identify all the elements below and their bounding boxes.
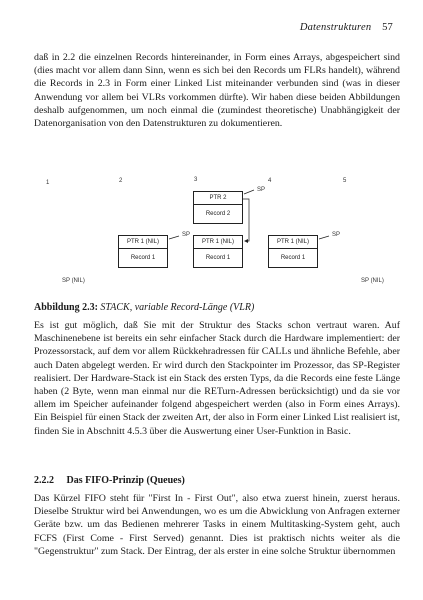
ptr2-cell: PTR 2: [193, 191, 243, 205]
section-number: 2.2.2: [34, 475, 54, 486]
sp-nil-left: SP (NIL): [62, 278, 85, 284]
figure-caption: [34, 302, 254, 313]
ptr1-cell-col2: PTR 1 (NIL): [118, 235, 168, 249]
link-arrow-line: [243, 199, 249, 241]
link-arrow-head: [244, 239, 248, 243]
caption-label: Abbildung 2.3:: [34, 302, 98, 313]
record1-cell-col3: Record 1: [193, 248, 243, 268]
sp-pointer-line-col4: [319, 236, 329, 239]
page-number: 57: [382, 22, 393, 33]
column-number-2: 2: [119, 178, 123, 184]
record2-cell: Record 2: [193, 204, 243, 224]
section-heading: [34, 475, 185, 486]
section-title: Das FIFO-Prinzip (Queues): [66, 475, 185, 486]
sp-label-col2: SP: [182, 232, 191, 238]
paragraph-intro: daß in 2.2 die einzelnen Records hintereinander, in Form eines Arrays, abgespeichert sind (dies macht vor allem dann Sinn, wenn es sich bei den Records um FLRs handelt), während die Records in 2.3 in Form einer Linked List miteinander verbunden sind (was in dieser Anwendung vor allem bei VLRs vorkommen dürfte). Wir haben diese beiden Abbildungen deshalb aufgenommen, um noch einmal die (zumindest theoretische) Unabhängigkeit der Datenorganisation von den Datenstrukturen zu dokumentieren.: [34, 52, 400, 130]
column-number-5: 5: [343, 178, 347, 184]
column-number-4: 4: [268, 178, 272, 184]
paragraph-stack: Es ist gut möglich, daß Sie mit der Struktur des Stacks schon vertraut waren. Auf Maschinenebene ist bereits ein sehr einfacher Stack durch die Hardware implementiert: der Prozessorstack, auf dem vor allem Rückkehradressen für CALLs und ähnliche Befehle, aber auch Daten abgelegt werden. Er wird durch den Stackpointer im Prozessor, das SP-Register realisiert. Der Hardware-Stack ist ein Stack des ersten Typs, da die Records eine feste Länge haben (2 Byte, wenn man einmal nur die RETurn-Adressen berücksichtigt) und da sie vor allem im Speicher aufeinander folgend abgespeichert werden (also in Form eines Arrays). Ein Beispiel für einen Stack der zweiten Art, der also in Form einer Linked List realisiert ist, finden Sie in Abschnitt 4.5.3 über die Auswertung einer User-Funktion in Basic.: [34, 320, 400, 437]
paragraph-fifo: Das Kürzel FIFO steht für "First In - First Out", also etwa zuerst hinein, zuerst heraus. Dieselbe Struktur wird bei Anwendungen, wo es um die Abwicklung von Anfragen externer Geräte bzw. um das Bedienen mehrerer Tasks in einem Multitasking-System geht, auch FCFS (First Come - First Served) genannt. Dies ist praktisch nichts weiter als die "Gegenstruktur" zum Stack. Der Eintrag, der als erster in eine solche Struktur übernommen: [34, 493, 400, 557]
running-title: Datenstrukturen: [299, 22, 372, 33]
ptr1-cell-col3: PTR 1 (NIL): [193, 235, 243, 249]
ptr1-cell-col4: PTR 1 (NIL): [268, 235, 318, 249]
column-number-3: 3: [194, 177, 198, 183]
record1-cell-col4: Record 1: [268, 248, 318, 268]
sp-label-col4: SP: [332, 232, 341, 238]
caption-text: STACK, variable Record-Länge (VLR): [100, 302, 255, 313]
sp-pointer-line-col3: [244, 190, 254, 194]
column-number-1: 1: [46, 180, 50, 186]
sp-nil-right: SP (NIL): [361, 278, 384, 284]
record1-cell-col2: Record 1: [118, 248, 168, 268]
page-header: [300, 22, 393, 33]
sp-label-col3: SP: [257, 187, 266, 193]
sp-pointer-line-col2: [169, 236, 179, 239]
